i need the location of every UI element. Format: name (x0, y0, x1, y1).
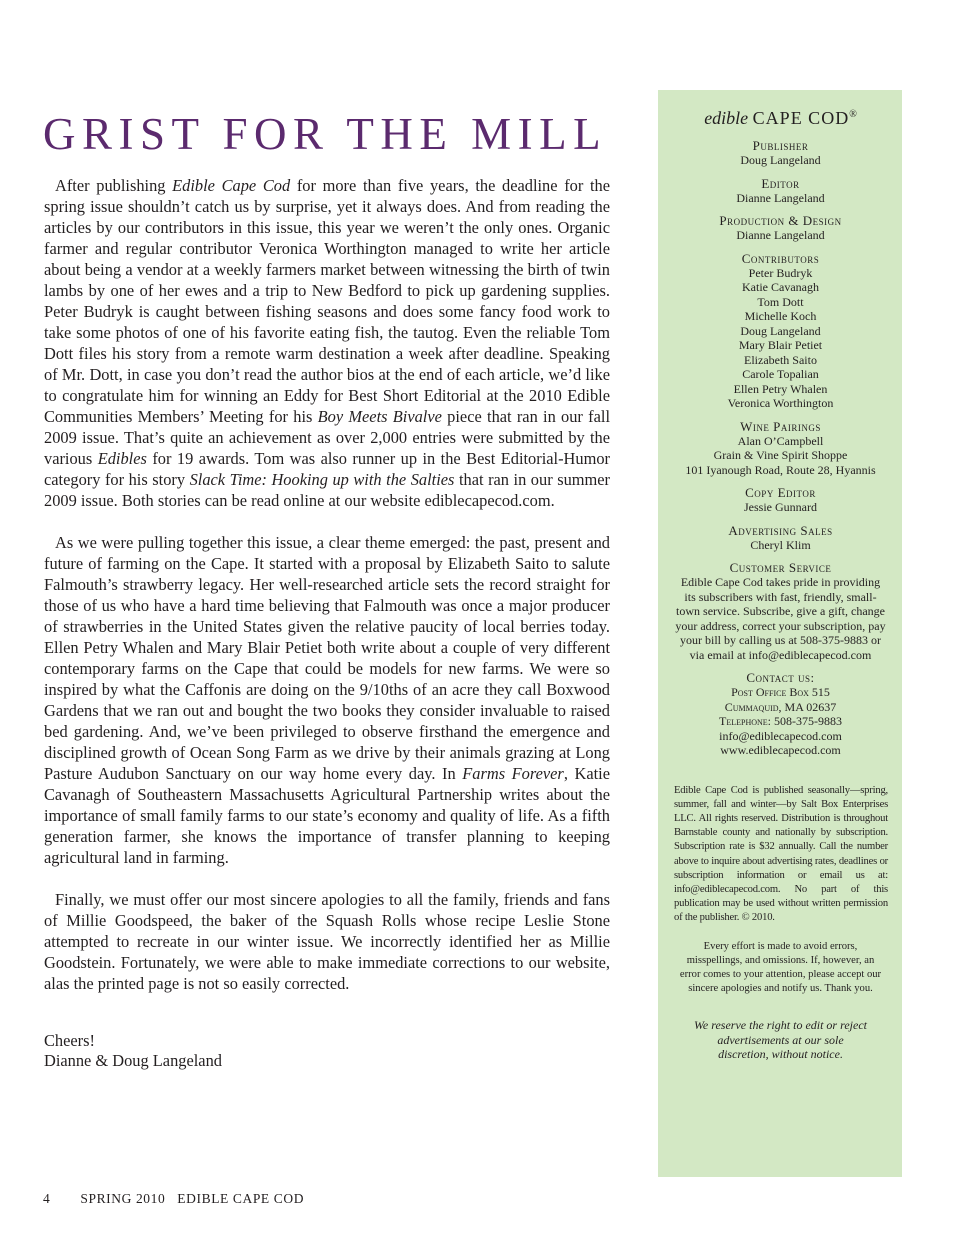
section-heading: Editor (761, 175, 800, 191)
section-heading: Copy Editor (745, 485, 816, 500)
signature: Dianne & Doug Langeland (44, 1051, 222, 1070)
credit-name: Veronica Worthington (727, 396, 834, 410)
customer-service-section (673, 560, 888, 662)
text-run: that ran in our summer 2009 issue. Both stories can be read online at our website ediblecapecod.com. (44, 470, 610, 510)
credit-name: Doug Langeland (740, 153, 821, 167)
article-title: GRIST FOR THE MILL (43, 109, 608, 159)
letter-paragraph (44, 889, 610, 994)
credit-name: Carole Topalian (742, 367, 819, 381)
credit-name: Grain & Vine Spirit Shoppe (713, 448, 848, 462)
issue-date: SPRING 2010 (80, 1191, 166, 1206)
text-run: for 19 awards. Tom was also runner up in the Best Editorial-Humor category for his story (44, 449, 610, 489)
italic-title: Edibles (97, 449, 147, 468)
masthead-section (673, 419, 888, 478)
signoff (44, 1031, 222, 1071)
credit-name: Doug Langeland (740, 323, 821, 338)
section-heading: Advertising Sales (728, 522, 833, 538)
credit-name: Michelle Koch (744, 309, 817, 323)
advertising-reserve-notice: We reserve the right to edit or reject advertisements at our sole discretion, without notice. (694, 1018, 867, 1062)
page-number: 4 (43, 1191, 51, 1206)
publication-legal-notice: Edible Cape Cod is published seasonally—spring, summer, fall and winter—by Salt Box Enterprises LLC. All rights reserved. Distribution is throughout Barnstable county and nationally by subscription. Subscription rate is $32 annually. Call the number above to inquire about advertising rates, deadlines or subscription information or email us at: info@ediblecapecod.com. No part of this publication may be used without written permission of the publisher. © 2010. (674, 784, 888, 924)
publication-name: EDIBLE CAPE COD (177, 1191, 305, 1206)
masthead-section (673, 213, 888, 243)
text-run: for more than five years, the deadline for the spring issue shouldn’t catch us by surprise, yet it always does. And from reading the articles by our contributors in this issue, this year we weren’t the only ones. Organic farmer and regular contributor Veronica Worthington managed to write her article about being a vendor at a weekly farmers market between witnessing the birth of twin lambs by one of her ewes and a trip to New Bedford to pick up gardening supplies. Peter Budryk is caught between fishing seasons and does some fancy food work to take some photos of one of his favorite eating fish, the tautog. Even the reliable Tom Dott files his story from a remote warm destination a week after deadline. Speaking of Mr. Dott, in case you don’t read the author bios at the end of each article, we’d like to congratulate him for winning an Eddy for Best Short Editorial at the 2010 Edible Communities Members’ Meeting for his (44, 176, 610, 426)
contact-city: Cummaquid, MA 02637 (724, 699, 837, 714)
italic-title: Edible Cape Cod (172, 176, 291, 195)
masthead-section (673, 251, 888, 411)
editorial-letter (44, 175, 610, 994)
section-heading: Contributors (741, 250, 820, 266)
credit-name: Dianne Langeland (736, 228, 825, 242)
credit-name: Elizabeth Saito (744, 352, 817, 367)
masthead-credits (673, 138, 888, 552)
credit-name: Peter Budryk (748, 265, 813, 280)
italic-title: Slack Time: Hooking up with the Salties (189, 470, 455, 489)
credit-name: Dianne Langeland (736, 190, 825, 205)
text-run: Finally, we must offer our most sincere apologies to all the family, friends and fans of Millie Goodspeed, the baker of the Squash Rolls whose recipe Leslie Stone attempted to recreate in our winter issue. We incorrectly identified her as Millie Goodstein. Fortunately, we were able to make immediate corrections to our website, alas the printed page is not so easily corrected. (44, 890, 610, 993)
text-run: As we were pulling together this issue, a clear theme emerged: the past, present and future of farming on the Cape. It started with a proposal by Elizabeth Saito to salute Falmouth’s strawberry legacy. Her well-researched article sets the record straight for those of us who have a hard time believing that Falmouth was once a major producer of strawberries in the United States given the relative paucity of local berries today. Ellen Petry Whalen and Mary Blair Petiet both write about a couple of very different contemporary farms on the Cape that could be models for new farms. We were so inspired by what the Caffonis are doing on the 9/10ths of an acre they call Boxwood Gardens that we ran out and bought the two books they consider invaluable to raised bed gardening. And, we’ve been privileged to observe firsthand the emergence and disciplined growth of Ocean Song Farm as we drive by their animals grazing at Long Pasture Audubon Sanctuary on our way home every day. In (44, 533, 610, 783)
page-footer (43, 1191, 304, 1207)
contact-website: www.ediblecapecod.com (720, 743, 841, 757)
letter-paragraph (44, 175, 610, 511)
contact-email: info@ediblecapecod.com (719, 728, 842, 743)
customer-service-text: Edible Cape Cod takes pride in providing its subscribers with fast, friendly, small-town service. Subscribe, give a gift, change your address, correct your subscription, pay your bill by calling us at 508-375-9883 or via email at info@ediblecapecod.com (675, 575, 886, 662)
text-run: , Katie Cavanagh of Southeastern Massachusetts Agricultural Partnership writes about the importance of small family farms to our state’s economy and quality of life. As a fifth generation farmer, she knows the importance of transfer planning to keeping agricultural land in farming. (44, 764, 610, 867)
credit-name: Tom Dott (757, 294, 804, 309)
section-heading: Publisher (752, 138, 809, 153)
registered-mark: ® (849, 109, 857, 120)
credit-name: Alan O’Campbell (737, 433, 824, 448)
contact-address: Post Office Box 515 (731, 685, 830, 699)
credit-name: Jessie Gunnard (744, 500, 817, 514)
italic-title: Farms Forever (462, 764, 564, 783)
section-heading: Contact us: (746, 670, 815, 685)
section-heading: Customer Service (729, 560, 832, 575)
masthead-section (673, 176, 888, 206)
text-run: piece that ran in our fall 2009 issue. That’s quite an achievement as over 2,000 entries were submitted by the various (44, 407, 610, 468)
masthead-sidebar (658, 90, 902, 1177)
italic-title: Boy Meets Bivalve (317, 407, 442, 426)
credit-name: Ellen Petry Whalen (733, 381, 828, 396)
masthead-section (673, 138, 888, 168)
credit-name: Mary Blair Petiet (738, 338, 823, 352)
closing: Cheers! (44, 1031, 95, 1050)
credit-name: Katie Cavanagh (742, 280, 819, 294)
errors-notice: Every effort is made to avoid errors, misspellings, and omissions. If, however, an error comes to your attention, please accept our sincere apologies and notify us. Thank you. (679, 940, 882, 995)
logo-place: CAPE COD (752, 108, 850, 128)
contact-section (673, 670, 888, 758)
logo-edible: edible (704, 108, 749, 128)
masthead-section (673, 523, 888, 553)
letter-paragraph (44, 532, 610, 868)
credit-name: Cheryl Klim (750, 537, 811, 552)
edible-cape-cod-logo (673, 105, 888, 128)
section-heading: Wine Pairings (740, 418, 821, 434)
text-run: After publishing (55, 176, 173, 195)
section-heading: Production & Design (719, 213, 842, 228)
masthead-section (673, 485, 888, 515)
contact-phone: Telephone: 508-375-9883 (719, 714, 842, 728)
credit-name: 101 Iyanough Road, Route 28, Hyannis (685, 462, 876, 477)
